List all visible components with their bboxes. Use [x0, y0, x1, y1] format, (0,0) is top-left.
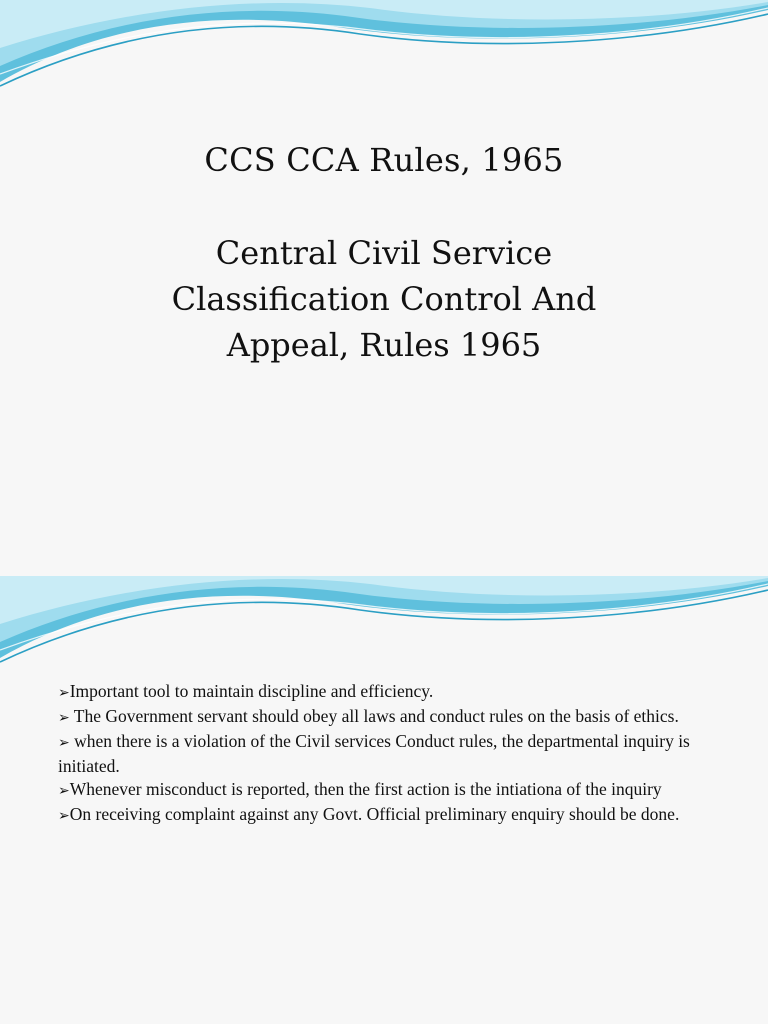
bullet-text: when there is a violation of the Civil services Conduct rules, the departmental inquiry is initiated.	[58, 731, 690, 776]
arrow-bullet-icon: ➢	[58, 809, 70, 824]
bullet-list	[58, 680, 718, 828]
arrow-bullet-icon: ➢	[58, 784, 70, 799]
header-wave-decoration	[0, 576, 768, 666]
list-item	[58, 778, 718, 803]
bullet-text: The Government servant should obey all laws and conduct rules on the basis of ethics.	[69, 706, 679, 726]
bullet-text: Important tool to maintain discipline and efficiency.	[69, 681, 434, 701]
arrow-bullet-icon: ➢	[58, 711, 70, 726]
list-item	[58, 803, 718, 828]
slide-subtitle: Central Civil Service Classification Control And Appeal, Rules 1965	[171, 234, 597, 364]
list-item	[58, 680, 718, 705]
arrow-bullet-icon: ➢	[58, 736, 70, 751]
slide-title: CCS CCA Rules, 1965	[204, 141, 564, 179]
bullet-text: Whenever misconduct is reported, then the first action is the intiationa of the inquiry	[69, 779, 662, 799]
content-slide	[0, 576, 768, 1024]
list-item	[58, 730, 718, 778]
header-wave-decoration	[0, 0, 768, 90]
bullet-text: On receiving complaint against any Govt. Official preliminary enquiry should be done.	[69, 804, 680, 824]
list-item	[58, 705, 718, 730]
arrow-bullet-icon: ➢	[58, 686, 70, 701]
